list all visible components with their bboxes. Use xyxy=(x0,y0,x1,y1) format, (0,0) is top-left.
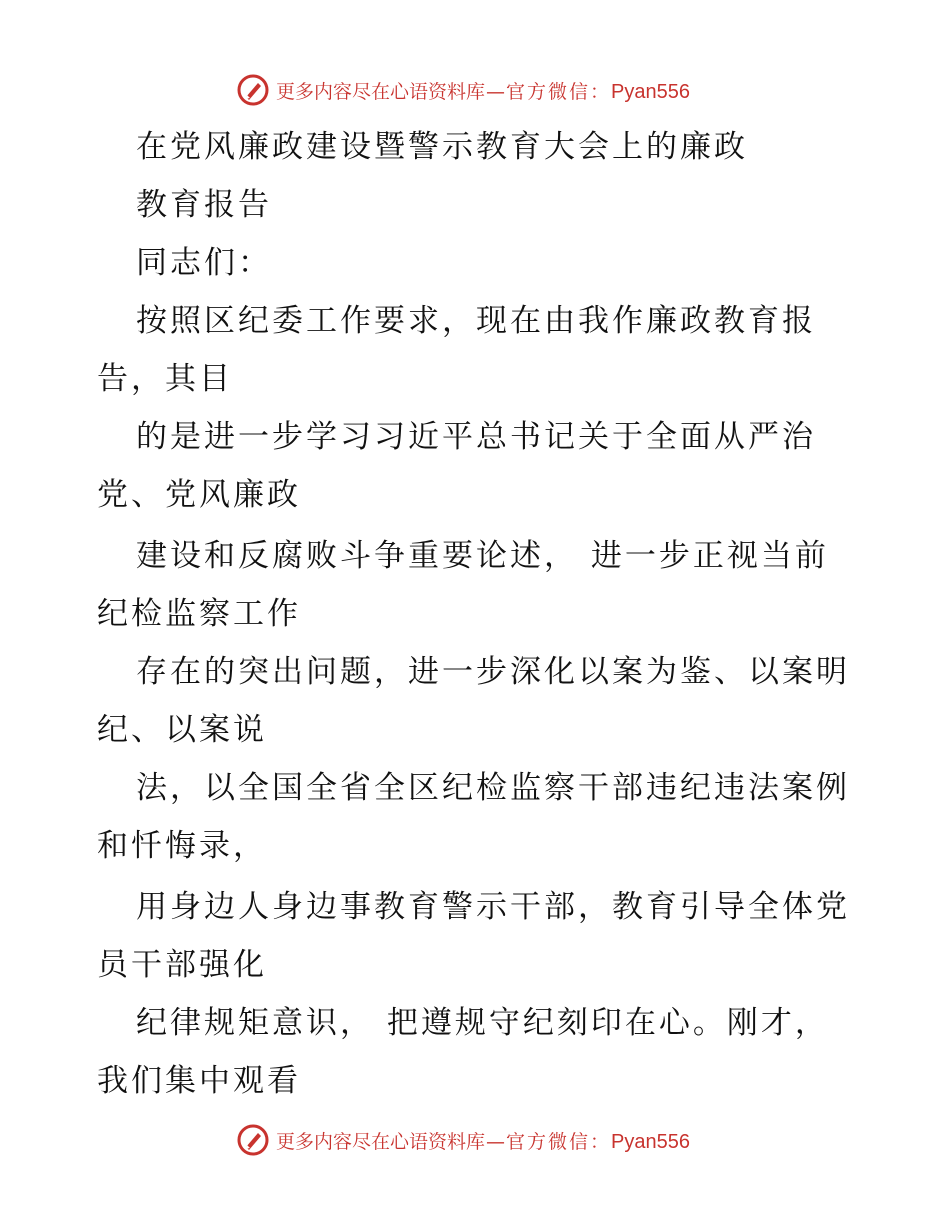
salutation: 同志们： xyxy=(136,245,272,281)
text-line: 我们集中观看 xyxy=(97,1063,301,1099)
watermark-wechat-id: Pyan556 xyxy=(611,1130,690,1153)
watermark-dash: — xyxy=(486,1130,506,1153)
title-line-1: 在党风廉政建设暨警示教育大会上的廉政 xyxy=(136,129,748,165)
watermark-wechat-label: 官方微信： xyxy=(506,1130,612,1153)
watermark-brand: 更多内容尽在心语资料库 xyxy=(276,1130,486,1153)
text-line: 纪、以案说 xyxy=(97,712,267,748)
text-line: 员干部强化 xyxy=(97,947,267,983)
text-line: 建设和反腐败斗争重要论述， 进一步正视当前 xyxy=(136,538,829,574)
header-watermark xyxy=(236,72,690,108)
text-line: 和忏悔录， xyxy=(97,828,267,864)
text-line: 存在的突出问题，进一步深化以案为鉴、以案明 xyxy=(136,654,850,690)
watermark-text xyxy=(276,1127,690,1154)
text-line: 的是进一步学习习近平总书记关于全面从严治 xyxy=(136,419,816,455)
text-line: 纪检监察工作 xyxy=(97,596,301,632)
watermark-wechat-label: 官方微信： xyxy=(506,80,612,103)
watermark-wechat-id: Pyan556 xyxy=(611,80,690,103)
watermark-dash: — xyxy=(486,80,506,103)
pen-logo-icon xyxy=(236,73,270,107)
watermark-text xyxy=(276,77,690,104)
footer-watermark xyxy=(236,1122,690,1158)
text-line: 法，以全国全省全区纪检监察干部违纪违法案例 xyxy=(136,770,850,806)
watermark-brand: 更多内容尽在心语资料库 xyxy=(276,80,486,103)
text-line: 告，其目 xyxy=(97,361,233,397)
text-line: 党、党风廉政 xyxy=(97,477,301,513)
text-line: 按照区纪委工作要求，现在由我作廉政教育报 xyxy=(136,303,816,339)
text-line: 用身边人身边事教育警示干部，教育引导全体党 xyxy=(136,889,850,925)
title-line-2: 教育报告 xyxy=(136,187,272,223)
text-line: 纪律规矩意识， 把遵规守纪刻印在心。刚才， xyxy=(136,1005,829,1041)
pen-logo-icon xyxy=(236,1123,270,1157)
